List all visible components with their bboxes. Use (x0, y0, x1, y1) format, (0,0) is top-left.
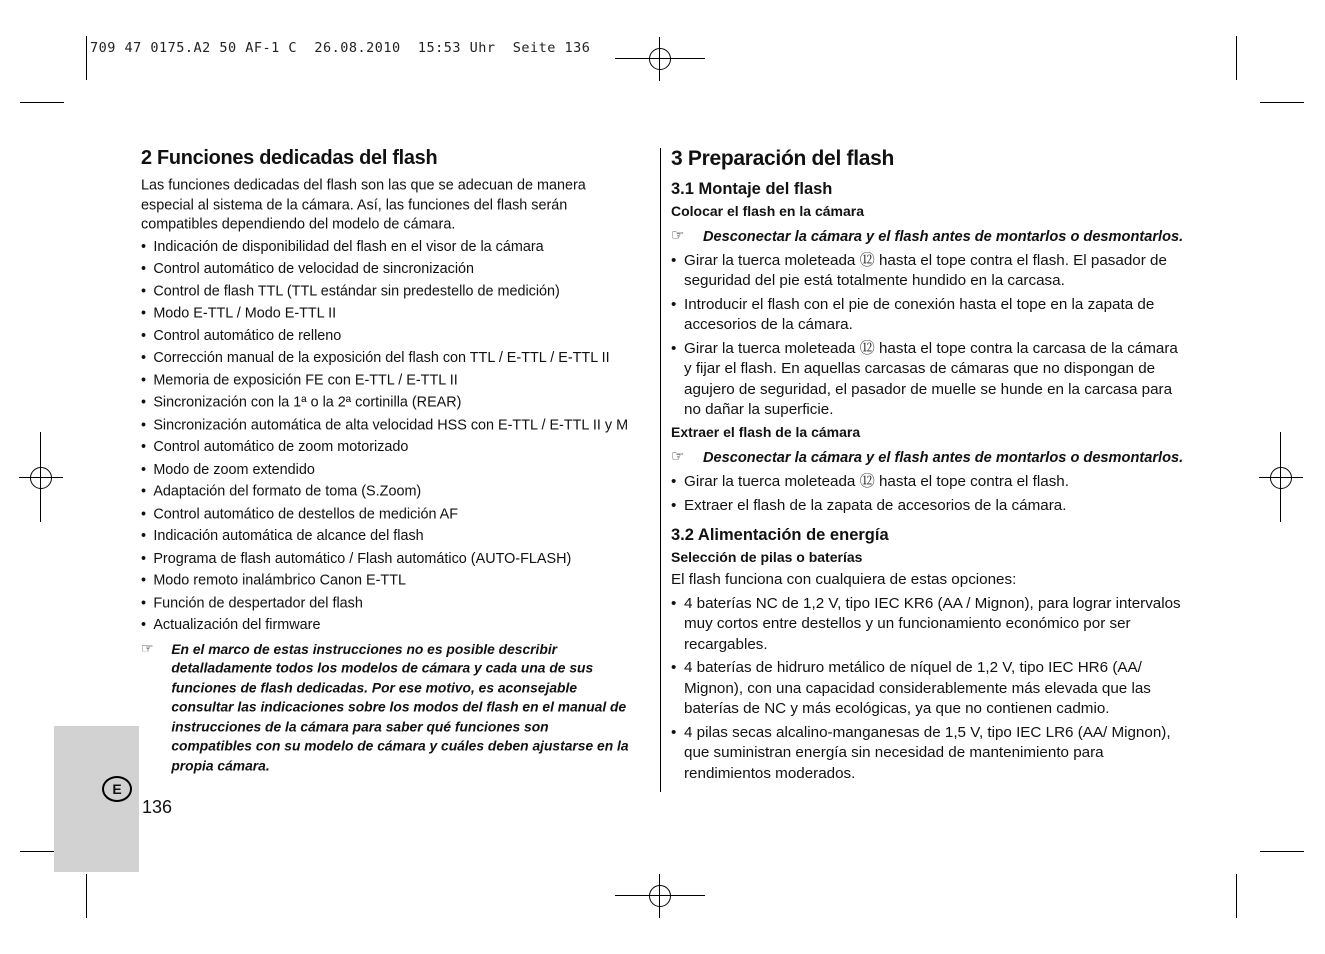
list-item: • Introducir el flash con el pie de conexión hasta el tope en la zapata de accesorios de la cámara. (671, 295, 1186, 336)
list-item: • Control automático de destellos de medición AF (141, 505, 629, 524)
list-item: • Modo de zoom extendido (141, 460, 629, 479)
subsubsection-heading: Colocar el flash en la cámara (671, 203, 864, 219)
note-text: Desconectar la cámara y el flash antes de montarlos o desmontarlos. (703, 229, 1184, 245)
language-badge: E (102, 776, 132, 802)
crop-mark (1260, 851, 1304, 852)
subsubsection-heading: Selección de pilas o baterías (671, 549, 863, 565)
note-text: Desconectar la cámara y el flash antes de montarlos o desmontarlos. (703, 449, 1184, 466)
registration-mark-right (1259, 456, 1303, 500)
list-item: • Sincronización con la 1ª o la 2ª cortinilla (REAR) (141, 393, 629, 412)
list-item: • Girar la tuerca moleteada ⑫ hasta el tope contra el flash. (671, 472, 1186, 493)
list-item: • Girar la tuerca moleteada ⑫ hasta el tope contra el flash. El pasador de seguridad del pie está totalmente hundido en la carcasa. (671, 251, 1186, 292)
list-item: • Modo remoto inalámbrico Canon E-TTL (141, 571, 629, 590)
list-item: • Girar la tuerca moleteada ⑫ hasta el tope contra la carcasa de la cámara y fijar el flash. En aquellas carcasas de cámaras que no dispongan de agujero de seguridad, el pasador de muelle se hunde en la carcasa para no dañar la superficie. (671, 339, 1186, 421)
list-item: • Memoria de exposición FE con E-TTL / E-TTL II (141, 371, 629, 390)
crop-mark (20, 102, 64, 103)
list-item: • Control de flash TTL (TTL estándar sin predestello de medición) (141, 282, 629, 301)
list-item: • Indicación automática de alcance del flash (141, 527, 629, 546)
column-divider (660, 148, 661, 792)
pointing-hand-icon: ☞ (671, 447, 685, 465)
registration-mark-left (19, 456, 63, 500)
intro-paragraph: El flash funciona con cualquiera de estas opciones: (671, 571, 1017, 588)
list-item: • 4 baterías NC de 1,2 V, tipo IEC KR6 (AA / Mignon), para lograr intervalos muy cortos entre destellos y un funcionamiento económico por ser recargables. (671, 594, 1186, 656)
crop-mark (1260, 102, 1304, 103)
mount-steps (671, 251, 1186, 421)
print-header: 709 47 0175.A2 50 AF-1 C 26.08.2010 15:53 Uhr Seite 136 (90, 40, 591, 56)
crop-mark (1236, 874, 1237, 918)
list-item: • Función de despertador del flash (141, 594, 629, 613)
intro-paragraph: Las funciones dedicadas del flash son las que se adecuan de manera especial al sistema de la cámara. Así, las funciones del flash serán compatibles dependiendo del modelo de cámara. (141, 177, 586, 233)
list-item: • Corrección manual de la exposición del flash con TTL / E-TTL / E-TTL II (141, 349, 629, 368)
list-item: • Control automático de zoom motorizado (141, 438, 629, 457)
section-title: 3 Preparación del flash (671, 147, 895, 170)
crop-mark (86, 36, 87, 80)
crop-mark (1280, 432, 1281, 522)
list-item: • Modo E-TTL / Modo E-TTL II (141, 304, 629, 323)
feature-list (141, 237, 629, 635)
list-item: • Actualización del firmware (141, 616, 629, 635)
note (141, 640, 629, 776)
list-item: • Extraer el flash de la zapata de accesorios de la cámara. (671, 496, 1186, 517)
list-item: • Control automático de velocidad de sincronización (141, 260, 629, 279)
registration-mark-top (638, 37, 682, 81)
note (671, 448, 1186, 469)
list-item: • Control automático de relleno (141, 326, 629, 345)
list-item: • Programa de flash automático / Flash automático (AUTO-FLASH) (141, 549, 629, 568)
list-item: • Indicación de disponibilidad del flash en el visor de la cámara (141, 237, 629, 256)
right-column (671, 146, 1186, 784)
crop-mark (40, 432, 41, 522)
note (671, 227, 1186, 248)
remove-steps (671, 472, 1186, 516)
subsubsection-heading: Extraer el flash de la cámara (671, 423, 861, 440)
left-column (141, 146, 629, 776)
subsection-heading: 3.1 Montaje del flash (671, 180, 833, 198)
list-item: • 4 pilas secas alcalino-manganesas de 1,5 V, tipo IEC LR6 (AA/ Mignon), que suministran energía sin necesidad de mantenimiento para rendimientos moderados. (671, 723, 1186, 785)
subsection-heading: 3.2 Alimentación de energía (671, 526, 889, 544)
registration-mark-bottom (638, 874, 682, 918)
page-number: 136 (142, 797, 173, 817)
crop-mark (1236, 36, 1237, 80)
list-item: • Sincronización automática de alta velocidad HSS con E-TTL / E-TTL II y M (141, 416, 629, 435)
list-item: • 4 baterías de hidruro metálico de níquel de 1,2 V, tipo IEC HR6 (AA/ Mignon), con una capacidad considerablemente más elevada que las baterías de NC y más ecológicas, ya que no contienen cadmio. (671, 658, 1186, 720)
note-text: En el marco de estas instrucciones no es posible describir detalladamente todos los modelos de cámara y cada una de sus funciones de flash dedicadas. Por ese motivo, es aconsejable consultar las indicaciones sobre los modos del flash en el manual de instrucciones de la cámara para saber qué funciones son compatibles con su modelo de cámara y cuáles deben ajustarse en la propia cámara. (171, 641, 629, 774)
crop-mark (86, 874, 87, 918)
pointing-hand-icon: ☞ (671, 227, 685, 244)
list-item: • Adaptación del formato de toma (S.Zoom) (141, 482, 629, 501)
pointing-hand-icon: ☞ (141, 640, 154, 657)
battery-list (671, 594, 1186, 785)
section-title: 2 Funciones dedicadas del flash (141, 146, 438, 169)
